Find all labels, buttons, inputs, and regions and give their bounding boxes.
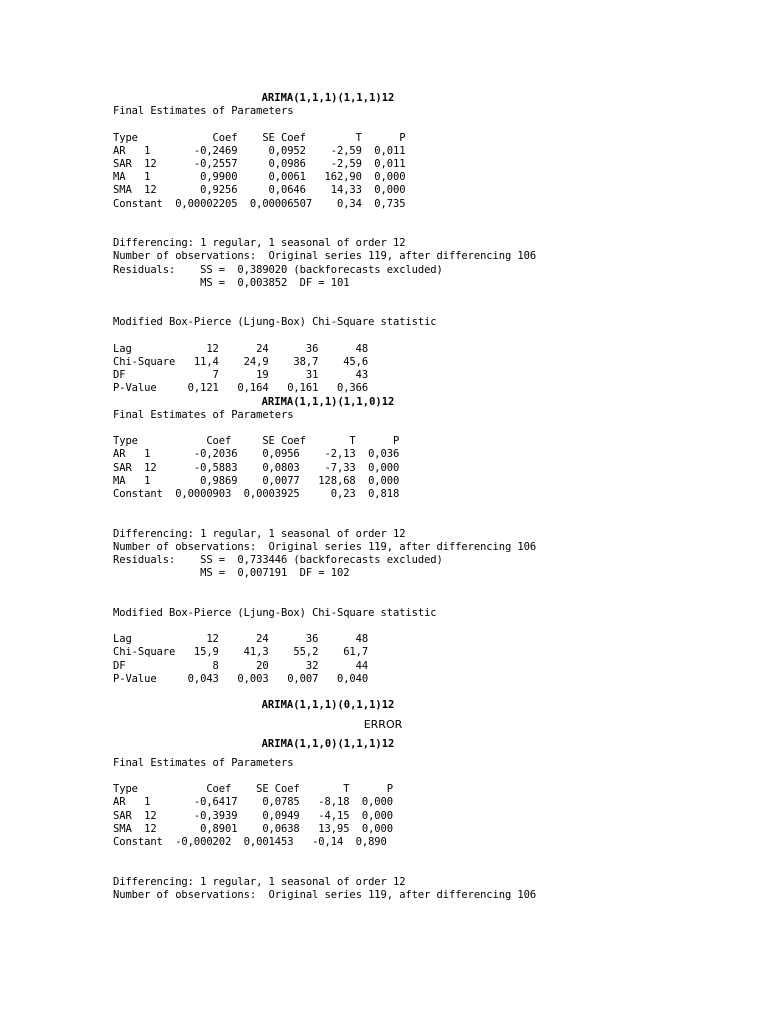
ljung-box-table: Lag 12 24 36 48 Chi-Square 11,4 24,9 38,7 45,6 DF 7 19 31 43 P-Value 0,121 0,164 0,161 0,366 <box>113 342 369 395</box>
model-section-3 <box>113 699 713 731</box>
ljung-box-label: Modified Box-Pierce (Ljung-Box) Chi-Square statistic <box>113 316 437 329</box>
model-title: ARIMA(1,1,0)(1,1,1)12 <box>261 737 395 750</box>
document-page <box>113 92 713 902</box>
model-title: ARIMA(1,1,1)(1,1,1)12 <box>261 92 395 104</box>
parameter-table: Type Coef SE Coef T P AR 1 -0,6417 0,0785 -8,18 0,000 SAR 12 -0,3939 0,0949 -4,15 0,000 SMA 12 0,8901 0,0638 13,95 0,000 Constant -0,000202 0,001453 -0,14 0,890 <box>113 783 393 849</box>
model-section-4 <box>113 738 713 902</box>
differencing-summary: Differencing: 1 regular, 1 seasonal of order 12 Number of observations: Original series 119, after differencing 106 Residuals: SS = 0,389020 (backforecasts excluded) MS = 0,003852 DF = 101 <box>113 237 537 289</box>
parameter-table: Type Coef SE Coef T P AR 1 -0,2036 0,0956 -2,13 0,036 SAR 12 -0,5883 0,0803 -7,33 0,000 MA 1 0,9869 0,0077 128,68 0,000 Constant 0,0000903 0,0003925 0,23 0,818 <box>113 435 400 501</box>
final-estimates-label: Final Estimates of Parameters <box>113 105 294 118</box>
differencing-summary: Differencing: 1 regular, 1 seasonal of order 12 Number of observations: Original series 119, after differencing 106 <box>113 875 537 901</box>
model-section-2 <box>113 396 713 686</box>
model-title: ARIMA(1,1,1)(0,1,1)12 <box>261 699 395 712</box>
ljung-box-table: Lag 12 24 36 48 Chi-Square 15,9 41,3 55,2 61,7 DF 8 20 32 44 P-Value 0,043 0,003 0,007 0,040 <box>113 633 369 685</box>
error-message: ERROR <box>363 718 403 732</box>
final-estimates-label: Final Estimates of Parameters <box>113 408 294 421</box>
ljung-box-label: Modified Box-Pierce (Ljung-Box) Chi-Square statistic <box>113 606 437 619</box>
model-section-1 <box>113 92 713 396</box>
differencing-summary: Differencing: 1 regular, 1 seasonal of order 12 Number of observations: Original series 119, after differencing 106 Residuals: SS = 0,733446 (backforecasts excluded) MS = 0,007191 DF = 102 <box>113 527 537 580</box>
model-title: ARIMA(1,1,1)(1,1,0)12 <box>261 395 395 408</box>
parameter-table: Type Coef SE Coef T P AR 1 -0,2469 0,0952 -2,59 0,011 SAR 12 -0,2557 0,0986 -2,59 0,011 MA 1 0,9900 0,0061 162,90 0,000 SMA 12 0,9256 0,0646 14,33 0,000 Constant 0,00002205 0,00006507 0,34 0,735 <box>113 131 406 210</box>
final-estimates-label: Final Estimates of Parameters <box>113 756 294 769</box>
